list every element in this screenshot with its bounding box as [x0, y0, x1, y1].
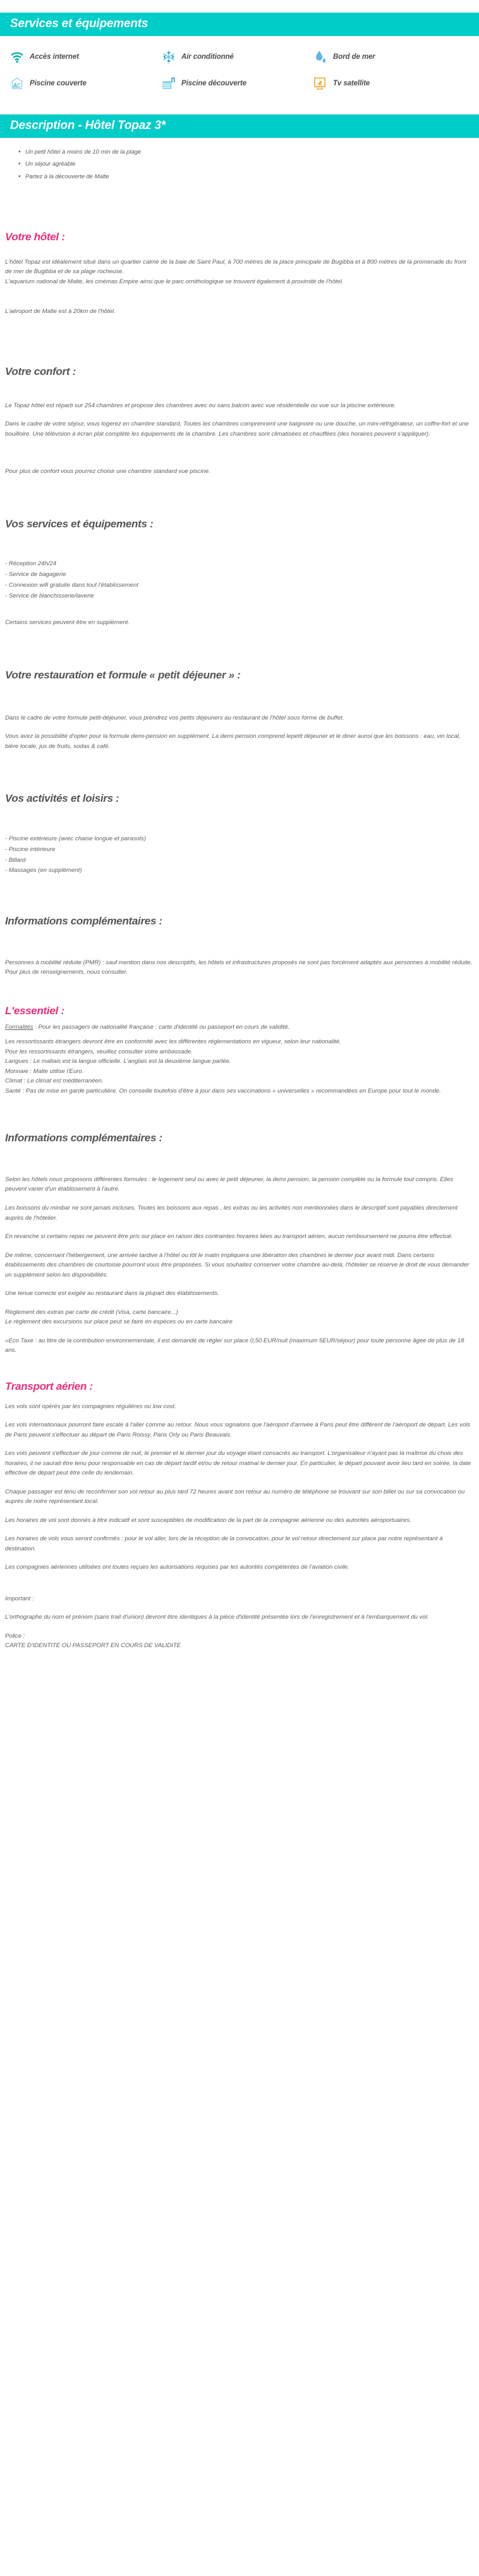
- section-spacer: [0, 1573, 479, 1594]
- activites-heading: Vos activités et loisirs :: [5, 792, 119, 805]
- transport-aerien-heading: Transport aérien :: [5, 1380, 93, 1392]
- essentiel-paragraph: Langues : Le maltais est la langue officielle. L'anglais est la deuxième langue parlée.: [5, 1058, 231, 1065]
- list-item: • Partez à la découverte de Malte: [25, 174, 479, 180]
- amenity-item: [10, 49, 162, 65]
- important-heading: Important :: [5, 1595, 34, 1602]
- infos-complementaires-2-paragraph: «Eco Taxe : au titre de la contribution environnementale, il est demandé de régler sur place 0,50 EUR/nuit (maximum 5EUR/séjour) pour toute personne âgée de plus de 18 ans.: [5, 1337, 464, 1354]
- votre-confort-paragraph: Pour plus de confort vous pourrez choisir une chambre standard vue piscine.: [5, 468, 210, 475]
- votre-confort-heading: Votre confort :: [5, 365, 76, 377]
- section-spacer: [0, 1096, 479, 1132]
- outdoor-pool-icon: [162, 77, 176, 90]
- description-banner: Description - Hôtel Topaz 3*: [0, 114, 479, 138]
- amenity-label: Bord de mer: [333, 52, 375, 61]
- services-note: Certains services peuvent être en supplément.: [5, 619, 130, 627]
- votre-hotel-heading: Votre hôtel :: [5, 231, 65, 243]
- services-banner: Services et équipements: [0, 13, 479, 36]
- transport-paragraph: Les vols internationaux pourront faire escale à l'aller comme au retour. Nous vous signalons que l'aéroport d'arrivée à Paris peut être différent de l'aéroport de départ. Les vols de Paris peuvent s'effectuer au départ de Paris Roissy, Paris Orly ou Paris Beauvais.: [5, 1421, 471, 1438]
- list-item: • Un séjour agréable: [25, 161, 479, 168]
- transport-paragraph: Les compagnies aériennes utilisées ont toutes reçues les autorisations requises par les autorités compétentes de l'aviation civile.: [5, 1564, 349, 1571]
- amenity-label: Tv satellite: [333, 79, 370, 87]
- list-item: - Piscine extérieure (avec chaise longue et parasols): [5, 835, 146, 842]
- section-spacer: [0, 1356, 479, 1381]
- banner-spacer: [0, 36, 479, 46]
- amenity-label: Accès internet: [30, 52, 79, 61]
- transport-paragraph: Les horaires de vols vous seront confirmés : pour le vol aller, lors de la réception de la convocation, pour le vol retour directement sur place par notre représentant à destination.: [5, 1535, 443, 1552]
- description-bullet-list: [0, 148, 479, 180]
- list-item: - Massages (en supplément): [5, 867, 82, 874]
- list-item: - Piscine intérieure: [5, 845, 56, 853]
- indoor-pool-icon: [10, 77, 24, 90]
- section-spacer: [0, 628, 479, 670]
- amenity-label: Piscine couverte: [30, 79, 87, 87]
- votre-hotel-paragraph: L'aéroport de Malte est à 20km de l'hôtel.: [5, 308, 116, 316]
- amenities-grid: [0, 46, 479, 92]
- section-spacer: [0, 317, 479, 366]
- restauration-paragraph: Vous avez la possibilité d'opter pour la formule demi-pension en supplément. La demi pension comprend lepetit déjeuner et le diner aunsi que les boissons : eau, vin local, bière locale, jus de fruits, sodas & café.: [5, 733, 461, 750]
- essentiel-paragraph: Pour les ressortissants étrangers, veuillez consulter votre ambassade.: [5, 1048, 193, 1055]
- banner-spacer: [0, 138, 479, 148]
- list-item: - Connexion wifi gratuite dans tout l'établissement: [5, 581, 138, 589]
- votre-confort-paragraph: Le Topaz hôtel est réparti sur 254 chambres et propose des chambres avec ou sans balcon avec vue résidentielle ou vue sur la piscine extérieure.: [5, 402, 396, 409]
- amenity-item: [162, 75, 313, 92]
- list-item: - Réception 24h/24: [5, 560, 57, 568]
- section-spacer: [0, 751, 479, 793]
- votre-hotel-paragraph: L'hôtel Topaz est idéalement situé dans un quartier calme de la baie de Saint Paul, à 700 mètres de la place principale de Bugibba et à 800 mètres de la promenade du front de mer de Bugibba et de sa plage rocheuse.: [5, 258, 466, 276]
- essentiel-paragraph: Santé : Pas de mise en garde particulière. On conseille toutefois d'être à jour dans ses vaccinations « universelles » recommandées en Europe pour tout le monde.: [5, 1087, 441, 1095]
- section-spacer: [0, 876, 479, 916]
- transport-paragraph: Les vols peuvent s'effectuer de jour comme de nuit, le premier et le dernier jour du voyage étant consacrés au transport. L'organisateur n'ayant pas la maîtrise du choix des horaires, il ne saurait être tenu pour responsable en cas de départ tardif et/ou de retour matinal le dernier jour. En particulier, le départ pouvant avoir lieu tard en soirée, la date effective de départ peut être celle du lendemain.: [5, 1450, 471, 1477]
- formalites-label: Formalités: [5, 1023, 33, 1031]
- wifi-icon: [10, 50, 24, 64]
- infos-complementaires-1-paragraph: Pour plus de renseignements, nous consulter.: [5, 969, 128, 976]
- infos-complementaires-2-heading: Informations complémentaires :: [5, 1132, 162, 1144]
- section-spacer: [0, 978, 479, 1005]
- formalites-text: : Pour les passagers de nationalité française : carte d'identité ou passeport en cours de validité.: [33, 1023, 290, 1031]
- infos-complementaires-1-paragraph: Personnes à mobilité réduite (PMR) : sauf mention dans nos descriptifs, les hôtels et infrastructures proposés ne sont pas forcément adaptés aux personnes à mobilité réduite.: [5, 959, 473, 966]
- infos-complementaires-2-paragraph: Règlement des extras par carte de crédit (Visa, carte bancaire...): [5, 1308, 178, 1316]
- amenity-item: [162, 49, 313, 65]
- important-paragraph: Police :: [5, 1632, 25, 1640]
- section-spacer: [0, 477, 479, 518]
- list-item: - Billard: [5, 856, 26, 864]
- list-item: - Service de bagagerie: [5, 571, 66, 579]
- infos-complementaires-2-paragraph: En revanche si certains repas ne peuvent être pris sur place en raison des contraintes horaires liées au transport aérien, aucun remboursement ne pourra être effectué.: [5, 1233, 453, 1241]
- transport-paragraph: Les vols sont opérés par les compagnies régulières ou low cost.: [5, 1402, 176, 1410]
- essentiel-paragraph: Climat : Le climat est méditerranéen.: [5, 1077, 104, 1085]
- section-spacer: [0, 92, 479, 114]
- votre-confort-paragraph: Dans le cadre de votre séjour, vous logerez en chambre standard, Toutes les chambres comprennent une baignoire ou une douche, un mini-réfrigérateur, un coffre-fort et une bouilloire. Une télévision à écran plat complète les équipements de la chambre. Les chambres sont climatisées et chauffées (des horaires peuvent s'appliquer).: [5, 420, 469, 438]
- vos-services-heading: Vos services et équipements :: [5, 517, 154, 530]
- snowflake-icon: [162, 50, 176, 64]
- essentiel-paragraph: Monnaie : Malte utilise l'Euro.: [5, 1067, 84, 1075]
- infos-complementaires-2-paragraph: Une tenue correcte est exigée au restaurant dans la plupart des établissements.: [5, 1290, 219, 1297]
- top-spacer: [0, 0, 479, 13]
- essentiel-heading: L'essentiel :: [5, 1004, 64, 1017]
- essentiel-paragraph: Les ressortissants étrangers devront être en conformité avec les différentes réglementations en vigueur, selon leur nationalité.: [5, 1038, 341, 1046]
- amenity-item: [10, 75, 162, 92]
- water-drop-icon: [313, 50, 327, 64]
- amenity-label: Air conditionné: [181, 52, 234, 61]
- restauration-heading: Votre restauration et formule « petit déjeuner » :: [5, 668, 241, 681]
- infos-complementaires-2-paragraph: Les boissons du minibar ne sont jamais incluses. Toutes les boissons aux repas , les extras ou les activités non mentionnées dans le descriptif sont payables directement auprès de l'hôtelier.: [5, 1204, 458, 1222]
- section-spacer: [0, 186, 479, 231]
- infos-complementaires-2-paragraph: De même, concernant l'hébergement, une arrivée tardive à l'hôtel ou tôt le matin impliquera une libération des chambres le dernier jour avant midi. Dans certains établissements des chambres de courtoisie pourront vous être proposées. Si vous souhaitez conserver votre chambre au-delà, l'hôtelier se réserve le droit de vous demander un supplément selon les disponibilités.: [5, 1251, 470, 1279]
- votre-hotel-paragraph: L'aquarium national de Malte, les cinémas Empire ainsi que le parc ornithologique se trouvent également à proximité de l'hôtel.: [5, 278, 344, 285]
- restauration-paragraph: Dans le cadre de votre formule petit-déjeuner, vous prendrez vos petits déjeuners au restaurant de l'hôtel sous forme de buffet.: [5, 714, 344, 721]
- amenity-item: [313, 75, 465, 92]
- infos-complementaires-1-heading: Informations complémentaires :: [5, 915, 162, 928]
- infos-complementaires-2-paragraph: Selon les hôtels nous proposons différentes formules : le logement seul ou avec le petit déjeuner, la demi pension, la pension complète ou la formule tout compris. Elles peuvent varier d'un établissement à l'autre.: [5, 1175, 454, 1193]
- amenity-label: Piscine découverte: [181, 79, 247, 87]
- important-paragraph: CARTE D'IDENTITE OU PASSEPORT EN COURS DE VALIDITE: [5, 1642, 181, 1650]
- services-dash-list: [0, 559, 479, 601]
- amenity-item: [313, 49, 465, 65]
- transport-paragraph: Les horaires de vol sont donnés à titre indicatif et sont susceptibles de modification de la part de la compagnie aérienne ou des autorités aéroportuaires.: [5, 1516, 411, 1524]
- formalites-line: [0, 1022, 479, 1033]
- list-item: - Service de blanchisserie/laverie: [5, 592, 94, 599]
- infos-complementaires-2-paragraph: Le règlement des excursions sur place peut se faire en espèces ou en carte bancaire: [5, 1318, 233, 1326]
- activities-dash-list: [0, 834, 479, 876]
- important-paragraph: L'orthographe du nom et prénom (sans trait d'union) devront être identiques à la pièce d'identité présentée lors de l'enregistrement et à l'embarquement du vol.: [5, 1614, 429, 1621]
- satellite-tv-icon: [313, 77, 327, 90]
- transport-paragraph: Chaque passager est tenu de reconfirmer son vol retour au plus tard 72 heures avant son retour au numéro de téléphone se trouvant sur son billet ou sur sa convocation ou auprès de notre représentant local.: [5, 1488, 465, 1506]
- list-item: • Un petit hôtel à moins de 10 min de la plage: [25, 149, 479, 156]
